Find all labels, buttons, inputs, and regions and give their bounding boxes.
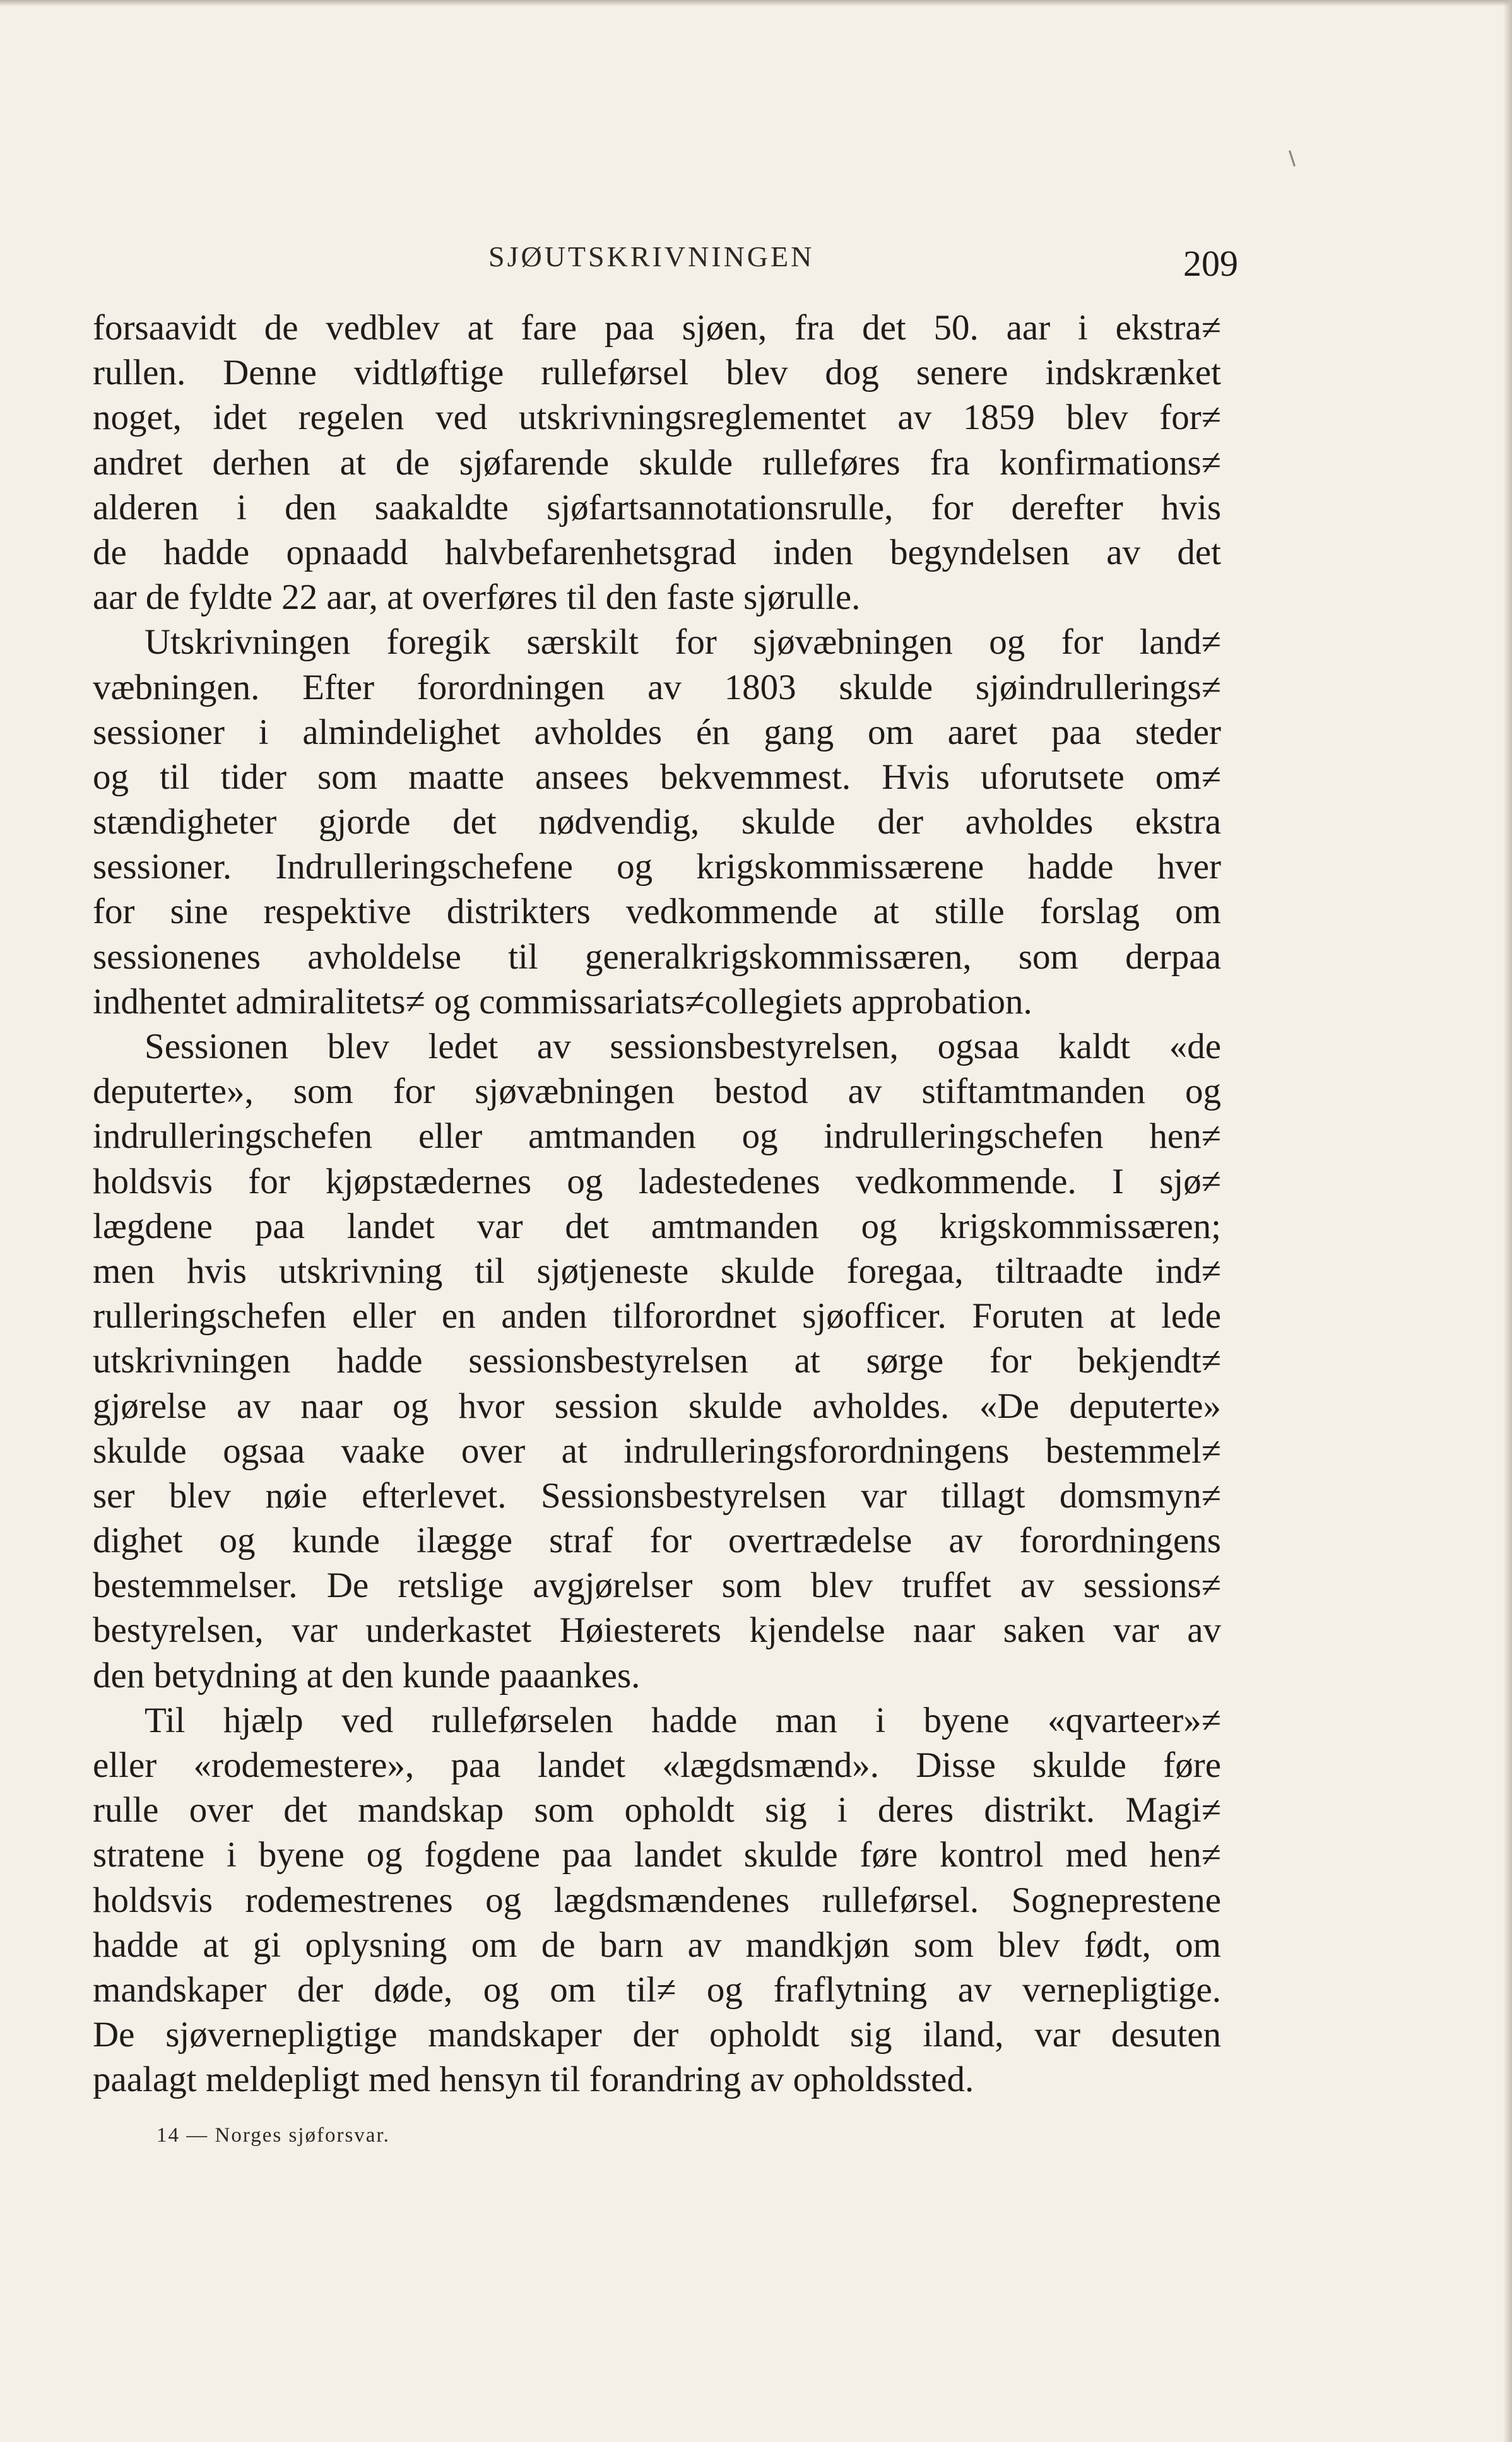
page-right-edge [1503, 0, 1512, 2442]
ink-mark [1289, 150, 1296, 167]
page-top-edge [0, 0, 1512, 6]
page-number: 209 [1183, 243, 1238, 284]
text-line: sessionenes avholdelse til generalkrigskommissæren, som derpaa [93, 936, 1221, 977]
text-line: gjørelse av naar og hvor session skulde avholdes. «De deputerte» [93, 1386, 1221, 1426]
footnote: 14 — Norges sjøforsvar. [157, 2124, 390, 2147]
text-line: Til hjælp ved rulleførselen hadde man i byene «qvarteer»≠ [145, 1700, 1221, 1740]
text-line: Utskrivningen foregik særskilt for sjøvæbningen og for land≠ [145, 622, 1221, 663]
text-line: ser blev nøie efterlevet. Sessionsbestyrelsen var tillagt domsmyn≠ [93, 1475, 1221, 1516]
text-line: holdsvis for kjøpstædernes og ladestedenes vedkommende. I sjø≠ [93, 1161, 1221, 1201]
text-line: eller «rodemestere», paa landet «lægdsmænd». Disse skulde føre [93, 1745, 1221, 1785]
text-line: for sine respektive distrikters vedkommende at stille forslag om [93, 892, 1221, 932]
text-line: skulde ogsaa vaake over at indrulleringsforordningens bestemmel≠ [93, 1430, 1221, 1471]
text-line: sessioner. Indrulleringschefene og krigskommissærene hadde hver [93, 847, 1221, 887]
text-line: bestyrelsen, var underkastet Høiesterets kjendelse naar saken var av [93, 1610, 1221, 1651]
paragraph [93, 1698, 1221, 2103]
text-line: indrulleringschefen eller amtmanden og indrulleringschefen hen≠ [93, 1116, 1221, 1157]
text-line: rulleringschefen eller en anden tilforordnet sjøofficer. Foruten at lede [93, 1296, 1221, 1336]
text-line: utskrivningen hadde sessionsbestyrelsen at sørge for bekjendt≠ [93, 1341, 1221, 1381]
text-line: noget, idet regelen ved utskrivningsreglementet av 1859 blev for≠ [93, 398, 1221, 438]
body-text [93, 305, 1221, 2103]
text-line: og til tider som maatte ansees bekvemmest. Hvis uforutsete om≠ [93, 757, 1221, 797]
paragraph [93, 620, 1221, 1024]
text-line: rulle over det mandskap som opholdt sig i deres distrikt. Magi≠ [93, 1790, 1221, 1831]
text-line: indhentet admiralitets≠ og commissariats≠collegiets approbation. [93, 981, 1032, 1022]
text-line: bestemmelser. De retslige avgjørelser som blev truffet av sessions≠ [93, 1566, 1221, 1606]
text-line: alderen i den saakaldte sjøfartsannotationsrulle, for derefter hvis [93, 487, 1221, 528]
text-line: andret derhen at de sjøfarende skulde rulleføres fra konfirmations≠ [93, 442, 1221, 483]
text-line: lægdene paa landet var det amtmanden og krigskommissæren; [93, 1206, 1221, 1246]
paragraph [93, 305, 1221, 620]
text-line: forsaavidt de vedblev at fare paa sjøen, fra det 50. aar i ekstra≠ [93, 308, 1221, 348]
text-line: de hadde opnaadd halvbefarenhetsgrad inden begyndelsen av det [93, 532, 1221, 572]
text-line: deputerte», som for sjøvæbningen bestod av stiftamtmanden og [93, 1071, 1221, 1112]
text-line: stratene i byene og fogdene paa landet skulde føre kontrol med hen≠ [93, 1835, 1221, 1875]
running-title: SJØUTSKRIVNINGEN [488, 240, 815, 273]
text-line: De sjøvernepligtige mandskaper der opholdt sig iland, var desuten [93, 2015, 1221, 2055]
text-line: Sessionen blev ledet av sessionsbestyrelsen, ogsaa kaldt «de [145, 1027, 1221, 1066]
text-line: dighet og kunde ilægge straf for overtrædelse av forordningens [93, 1521, 1221, 1561]
paragraph [93, 1024, 1221, 1698]
text-line: paalagt meldepligt med hensyn til forandring av opholdssted. [93, 2060, 974, 2100]
text-line: sessioner i almindelighet avholdes én gang om aaret paa steder [93, 712, 1221, 752]
text-line: den betydning at den kunde paaankes. [93, 1655, 641, 1696]
text-line: holdsvis rodemestrenes og lægdsmændenes rulleførsel. Sogneprestene [93, 1880, 1221, 1920]
text-line: hadde at gi oplysning om de barn av mandkjøn som blev født, om [93, 1925, 1221, 1965]
text-line: mandskaper der døde, og om til≠ og fraflytning av vernepligtige. [93, 1969, 1221, 2010]
text-line: væbningen. Efter forordningen av 1803 skulde sjøindrullerings≠ [93, 667, 1221, 707]
text-line: aar de fyldte 22 aar, at overføres til den faste sjørulle. [93, 577, 861, 618]
text-line: rullen. Denne vidtløftige rulleførsel blev dog senere indskrænket [93, 353, 1221, 393]
text-line: men hvis utskrivning til sjøtjeneste skulde foregaa, tiltraadte ind≠ [93, 1251, 1221, 1291]
text-line: stændigheter gjorde det nødvendig, skulde der avholdes ekstra [93, 802, 1221, 842]
